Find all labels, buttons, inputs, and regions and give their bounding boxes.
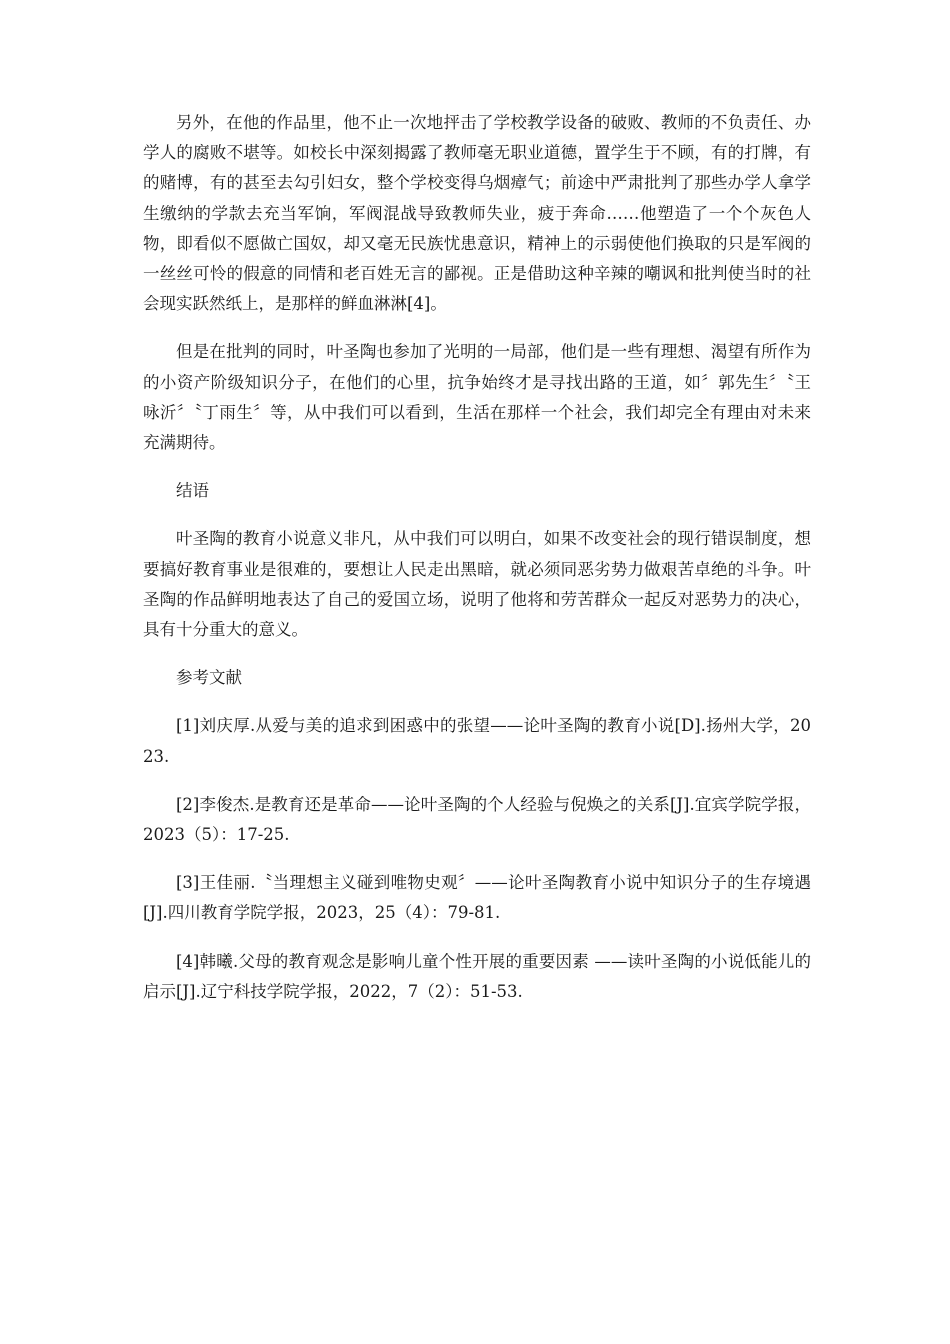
reference-list xyxy=(143,711,811,1007)
references-heading: 参考文献 xyxy=(176,668,242,688)
conclusion-heading: 结语 xyxy=(176,481,209,501)
conclusion-paragraph: 叶圣陶的教育小说意义非凡，从中我们可以明白，如果不改变社会的现行错误制度，想要搞好教育事业是很难的，要想让人民走出黑暗，就必须同恶劣势力做艰苦卓绝的斗争。叶圣陶的作品鲜明地表达了自己的爱国立场，说明了他将和劳苦群众一起反对恶势力的决心，具有十分重大的意义。 xyxy=(143,529,811,640)
reference-item: [1]刘庆厚.从爱与美的追求到困惑中的张望——论叶圣陶的教育小说[D].扬州大学，2023. xyxy=(143,716,811,766)
reference-item: [2]李俊杰.是教育还是革命——论叶圣陶的个人经验与倪焕之的关系[J].宜宾学院学报，2023（5）：17-25. xyxy=(143,794,811,845)
document-page xyxy=(143,108,811,1025)
body-paragraph: 另外，在他的作品里，他不止一次地抨击了学校教学设备的破败、教师的不负责任、办学人的腐败不堪等。如校长中深刻揭露了教师毫无职业道德，置学生于不顾，有的打牌，有的赌博，有的甚至去勾引妇女，整个学校变得乌烟瘴气；前途中严肃批判了那些办学人拿学生缴纳的学款去充当军饷，军阀混战导致教师失业，疲于奔命……他塑造了一个个灰色人物，即看似不愿做亡国奴，却又毫无民族忧患意识，精神上的示弱使他们换取的只是军阀的一丝丝可怜的假意的同情和老百姓无言的鄙视。正是借助这种辛辣的嘲讽和批判使当时的社会现实跃然纸上，是那样的鲜血淋淋[4]。 xyxy=(143,113,811,314)
reference-item: [4]韩曦.父母的教育观念是影响儿童个性开展的重要因素 ——读叶圣陶的小说低能儿的启示[J].辽宁科技学院学报，2022，7（2）：51-53. xyxy=(143,951,811,1001)
body-paragraph: 但是在批判的同时，叶圣陶也参加了光明的一局部，他们是一些有理想、渴望有所作为的小资产阶级知识分子，在他们的心里，抗争始终才是寻找出路的王道，如〞郭先生〞〝王咏沂〞〝丁雨生〞等，从中我们可以看到，生活在那样一个社会，我们却完全有理由对未来充满期待。 xyxy=(143,342,811,453)
reference-item: [3]王佳丽.〝当理想主义碰到唯物史观〞——论叶圣陶教育小说中知识分子的生存境遇[J].四川教育学院学报，2023，25（4）：79-81. xyxy=(143,873,811,923)
